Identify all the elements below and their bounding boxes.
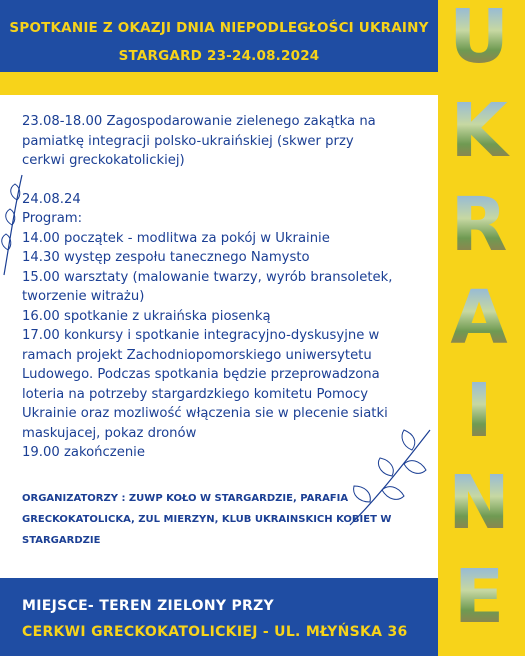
side-letter: A [446,285,512,351]
organizers-line: STARGARDZIE [22,535,101,546]
text-line: 14.00 początek - modlitwa za pokój w Ukrainie [22,230,330,246]
program-text [22,112,422,463]
side-letter: U [446,4,512,70]
text-line: Ludowego. Podczas spotkania będzie przeprowadzona [22,367,380,382]
organizers-line: ORGANIZATORZY : ZUWP KOŁO W STARGARDZIE, PARAFIA [22,493,349,504]
header-title: SPOTKANIE Z OKAZJI DNIA NIEPODLEGŁOŚCI UKRAINY [9,20,429,36]
organizers-line: GRECKOKATOLICKA, ZUL MIERZYN, KLUB UKRAINSKICH KOBIET W [22,514,392,525]
text-line: tworzenie witrażu) [22,289,145,304]
footer-banner [0,578,438,656]
venue-line-1: MIEJSCE- TEREN ZIELONY PRZY [22,598,274,614]
side-letter: K [446,98,512,164]
text-line: 24.08.24 [22,191,81,207]
text-line: maskujacej, pokaz dronów [22,425,197,441]
text-line: 15.00 warsztaty (malowanie twarzy, wyrób bransoletek, [22,269,393,285]
text-line: 19.00 zakończenie [22,445,145,460]
venue-line-2: CERKWI GRECKOKATOLICKIEJ - UL. MŁYŃSKA 36 [22,624,408,640]
text-line: cerkwi greckokatolickiej) [22,153,185,168]
text-line: 16.00 spotkanie z ukraińska piosenką [22,308,271,324]
organizers-text [22,488,422,551]
text-line: ramach projekt Zachodniopomorskiego uniwersytetu [22,347,372,363]
text-line: Ukrainie oraz mozliwość włączenia sie w plecenie siatki [22,406,388,421]
header-banner [0,0,438,72]
side-letter: E [446,564,512,630]
text-line: loteria na potrzeby stargardzkiego komitetu Pomocy [22,386,369,402]
text-line: Program: [22,211,83,226]
side-letter: I [446,378,512,444]
side-letter: R [446,192,512,258]
text-line: 14.30 występ zespołu tanecznego Namysto [22,250,310,265]
text-line: pamiatkę integracji polsko-ukraińskiej (skwer przy [22,133,354,149]
text-line: 17.00 konkursy i spotkanie integracyjno-dyskusyjne w [22,328,380,343]
text-line: 23.08-18.00 Zagospodarowanie zielenego zakątka na [22,114,376,129]
header-subtitle: STARGARD 23-24.08.2024 [118,48,320,64]
side-letter: N [446,470,512,536]
